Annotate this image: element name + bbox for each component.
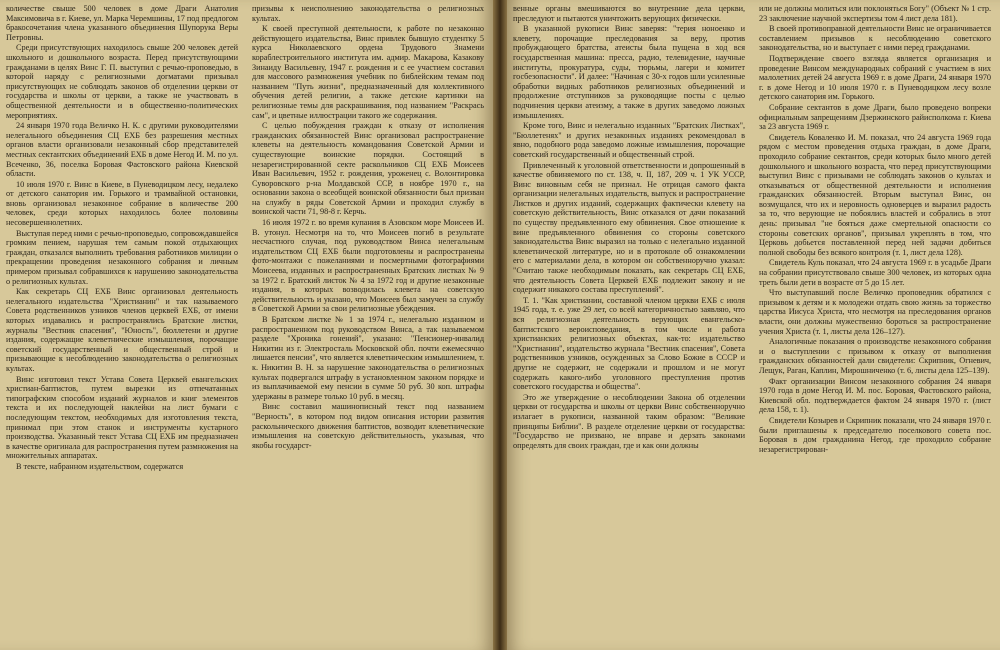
paragraph: С целью побуждения граждан к отказу от исполнения гражданских обязанностей Винс организовал распространение клеветы на деятельность командования Советской Армии и существующие воинские порядки. Состоящий в незарегистрированной секте раскольников СЦ ЕХБ Моисеев Иван Васильевич, 1952 г. рождения, уроженец с. Волонтировка Суворовского р-на Молдавской ССР, в ноябре 1970 г., на основании закона о всеобщей воинской обязанности был призван на службу в ряды Советской Армии и проходил службу в воинской части 71, 98-8 г. Керчь.: [252, 121, 484, 217]
paragraph: 16 июля 1972 г. во время купания в Азовском море Моисеев И. В. утонул. Несмотря на то, что Моисеев погиб в результате несчастного случая, под руководством Винса нелегальным издательством СЦ ЕХБ были подготовлены и распространены фото-монтажи с пожеланиями и посмертными фотографиями Моисеева, изданных и распространенных Братских листках № 9 за 1972 г. Братский листок № 4 за 1972 год и другие незаконные издания, в которых возводилась клевета на советскую действительность и указано, что Моисеев был замучен за службу в Советской Армии за свои религиозные убеждения.: [252, 218, 484, 314]
paragraph: 24 января 1970 года Величко Н. К. с другими руководителями нелегального объединения СЦ ЕХБ без разрешения местных органов власти организовали незаконный сбор представителей местных сектантских объединений ЕХБ в доме Негод И. М. по ул. Всеченко, 36, поселка Боровая Фастовского района Киевской области.: [6, 121, 238, 179]
paragraph: Аналогичные показания о производстве незаконного собрания и о выступлении с призывом к отказу от выполнения гражданских обязанностей дали свидетели: Скрипник, Огневич, Лещук, Раган, Каплин, Мирошниченко (т. 6, листы дела 125–139).: [759, 337, 991, 375]
left-page-column-2: [252, 4, 484, 646]
right-page-column-1: [513, 4, 745, 646]
paragraph: Как секретарь СЦ ЕХБ Винс организовал деятельность нелегального издательства "Христианин" и так называемого Совета родственников узников членов церквей ЕХБ, от имени которых издавались и распространялись Братские листки, журналы "Вестник спасения", "Юность", бюллетени и другие издания, содержащие клеветнические измышления, порочащие советский государственный и общественный строй и призывающие к несоблюдению законодательства о религиозных культах.: [6, 287, 238, 373]
paragraph: Это же утверждение о несоблюдении Закона об отделении церкви от государства и школы от церкви Винс собственноручно излагает в рукописи, названной таким образом: "Великие принципы Библии". В разделе отделение церкви от государства: "Государство не призвано, не вправе и дерзать законами определять для своих граждан, где и как они должны: [513, 392, 745, 450]
paragraph: Свидетели Козырев и Скрипник показали, что 24 января 1970 г. были приглашены к председателю поселкового совета пос. Боровая в дом гражданина Негод, где проходило собрание незарегистрирован-: [759, 415, 991, 454]
paragraph: 10 июля 1970 г. Винс в Киеве, в Пуневодицком лесу, недалеко от детского санатория им. Горького и трамвайной остановки, вновь организовал незаконное собрание в количестве 200 человек, среди которых находилось более половины несовершеннолетних.: [6, 179, 238, 228]
left-page-column-1: [6, 4, 238, 646]
left-page: [0, 0, 493, 650]
paragraph: В тексте, набранном издательством, содержатся: [16, 461, 184, 471]
paragraph: В Братском листке № 1 за 1974 г., нелегально изданном и распространенном под руководством Винса, а так называемом разделе "Хроника гонений", указано: "Пенсионер-инвалид Никитин из г. Электросталь Московской обл. почти ежемесячно лишается пенсии", что является клеветническим измышлением, т. к. Никитин В. Н. за нарушение законодательства о религиозных культах подвергался штрафу в установленном законом порядке и из выплачиваемой ему пенсии в сумме 50 руб. 30 коп. штрафы удержаны в размере только 10 руб. в месяц.: [252, 315, 484, 401]
paragraph: венные органы вмешиваются во внутренние дела церкви, преследуют и пытаются уничтожить верующих физически.: [513, 4, 745, 23]
paragraph: Подтверждение своего взгляда является организация и проведение Винсом международных собраний с участием в них малолетних детей 24 августа 1969 г. в доме Драги, 24 января 1970 г. в доме Негод и 10 июля 1970 г. в Пуневодицком лесу возле детского санатория им. Горького.: [759, 53, 991, 102]
paragraph: или не должны молиться или поклоняться Богу" (Объект № 1 стр. 23 заключение научной экспертизы том 4 лист дела 181).: [759, 4, 991, 23]
paragraph: Т. 1. "Как христианин, составной членом церкви ЕХБ с июля 1945 года, т. е. уже 29 лет, со всей категоричностью заявляю, что вся религиозная деятельность верующих евангельско-баптистского вероисповедания, в том числе и работа христианских религиозных объектах, как-то: издательство "Христианин", издательство журнала "Вестник спасения", Совета родственников узников, осужденных за Слово Божие в СССР и другие не содержит, не содержали и прошлом и не могут содержать какого-либо уголовного преступления против советского государства и общества".: [513, 295, 745, 392]
paragraph: количестве свыше 500 человек в доме Драги Анатолия Максимовича в г. Киеве, ул. Марка Черемшины, 17 под предлогом бракосочетания члена указанного объединения Шупорука Веры Петровны.: [6, 4, 238, 42]
paragraph: Кроме того, Винс и нелегально изданных "Братских Листках", "Бюллетенях" и других незаконных изданиях рекомендовал в явно, подобного рода заведомо ложные измышления, порочащие советский государственный и общественный строй.: [513, 121, 745, 159]
paragraph: Винс составил машинописный текст под названием "Верность", в котором под видом описания истории развития раскольнического движения баптистов, возводит клеветнические измышления на советскую действительность, указывая, что якобы государст-: [252, 402, 484, 450]
paragraph: Выступая перед ними с речью-проповедью, сопровождавшейся громким пением, нарушая тем самым покой отдыхающих граждан, отказался выполнить требования работников милиции о прекращении проведения незаконного собрания и личным примером призывал собравшихся к нарушению законодательства о религиозных культах.: [6, 228, 238, 286]
paragraph: В указанной рукописи Винс заверяя: "терия ноноенко и клевету, порочащие преследования за веру, против пробуждающего братства, атеисты была пущена в ход вся государственная машина: пресса, радио, телевидение, научные институты, прокуратура, суды, тюрьмы, лагери и комитет госбезопасности". И далее: "Начиная с 30-х годов шли усиленные обработки видных работников религиозных объединений и продолжение отступников за руководящие посты с целью подчинения церкви атеизму, а также в других заведомо ложных измышлениях.: [513, 24, 745, 120]
right-page: [507, 0, 1000, 650]
paragraph: призывы к неисполнению законодательства о религиозных культах.: [252, 4, 484, 23]
paragraph: Привлеченный к уголовной ответственности и допрошенный в качестве обвиняемого по ст. 138, ч. II, 187, 209 ч. 1 УК УССР, Винс виновным себя не признал. Не отрицая самого факта организации нелегальных издательств, выпуск и распространение Листков и других изданий, содержащих фактически клевету на советскую действительность, Винс отказался от дачи показаний по существу предъявленного ему обвинения. Свое отношение к вине предъявленного обвинения со стороны советского законодательства Винс выразил на только с нелегально изданной клеветнической литературе, но и в протоколе об ознакомлении его с материалами дела, в котором он собственноручно указал: "Считаю также необходимым показать, как секретарь СЦ ЕХБ, что деятельность Совета Церквей ЕХБ подлежит закону и не содержит никакого состава преступлений".: [513, 160, 745, 295]
paragraph: Собрание сектантов в доме Драги, было проведено вопреки официальным запрещениям Дзержинского райисполкома г. Киева за 23 августа 1969 г.: [759, 102, 991, 132]
paragraph: Свидетель Коваленко И. М. показал, что 24 августа 1969 года рядом с местом проведения отдыха граждан, в доме Драги, проходило собрание сектантов, среди которых было много детей дошкольного и школьного возраста, что перед присутствующими выступил Винс с призывами не соблюдать законов о культах и отказываться от общественной деятельности и исполнения гражданских обязанностей. Вторым выступал Винс, он возмущался, что их и неровность одноверцев и выразил радость за то, что верующие не побоялись властей и собрались в этот день: призывал "не бояться даже смертельной опасности со стороны советских органов", призывал укреплять в том, что Церковь добьется поставленной перед ней задачи добиться полной свободы без всякого контроля (т. 1, лист дела 128).: [759, 132, 991, 257]
paragraph: Факт организации Винсом незаконного собрания 24 января 1970 года в доме Негод И. М. пос. Боровая, Фастовского района, Киевской обл. подтверждается фактом 24 января 1970 г. (лист дела 158, т. 1).: [759, 376, 991, 415]
paragraph: Что выступавший после Величко проповедник обратился с призывом к детям и к молодежи отдать свою жизнь за торжество царства Иисуса Христа, что несмотря на преследования органов власти, они должны мужественно бороться за распространение учения Христа (т. 1, листы дела 126–127).: [759, 288, 991, 336]
paragraph: Свидетель Куль показал, что 24 августа 1969 г. в усадьбе Драги на собрании присутствовало свыше 300 человек, из которых одна треть были дети в возрасте от 5 до 15 лет.: [759, 258, 991, 287]
paragraph: Винс изготовил текст Устава Совета Церквей евангельских христиан-баптистов, путем вырезки из отпечатанных типографским способом изданий журналов и книг элементов текста и их последующей наклейки на лист бумаги с последующим текстом, необходимых для изготовления текста, принимал при этом станок и инструменты кустарного производства. Указанный текст Устава СЦ ЕХБ им предназначен в качестве оригинала для распространения путем размножения на множительных аппаратах.: [6, 374, 238, 461]
paragraph: В своей противоправной деятельности Винс не ограничивается составлением призывов к несоблюдению советского законодательства, но и выступает с ними перед гражданами.: [759, 24, 991, 53]
paragraph: К своей преступной деятельности, к работе по незаконно действующего издательства, Винс привлек бывшую студентку 5 курса Николаевского ордена Трудового Знамени кораблестроительного института им. адмир. Макарова, Казакову Зинаиду Васильевну, 1947 г. рождения и с ее участием составил для массового размножения учебник по библейским темам под названием "Путь жизни", предназначенный для коллективного обучения детей религии, а также детские картинки на религиозные темы для раскрашивания, под названием "Раскрась сам", и цветные иллюстрации такого же содержания.: [252, 24, 484, 120]
right-page-column-2: [759, 4, 991, 646]
book-gutter: [493, 0, 507, 650]
paragraph: Среди присутствующих находилось свыше 200 человек детей школьного и дошкольного возраста. Перед присутствующими гражданами в целях Винс Г. П. выступил с речью-проповедью, в которой наряду с религиозными догматами призывал присутствующих не соблюдать законов об отделении церкви от государства и школы от церкви, а также не участвовать в общественной деятельности и в общественно-политических мероприятиях.: [6, 43, 238, 120]
